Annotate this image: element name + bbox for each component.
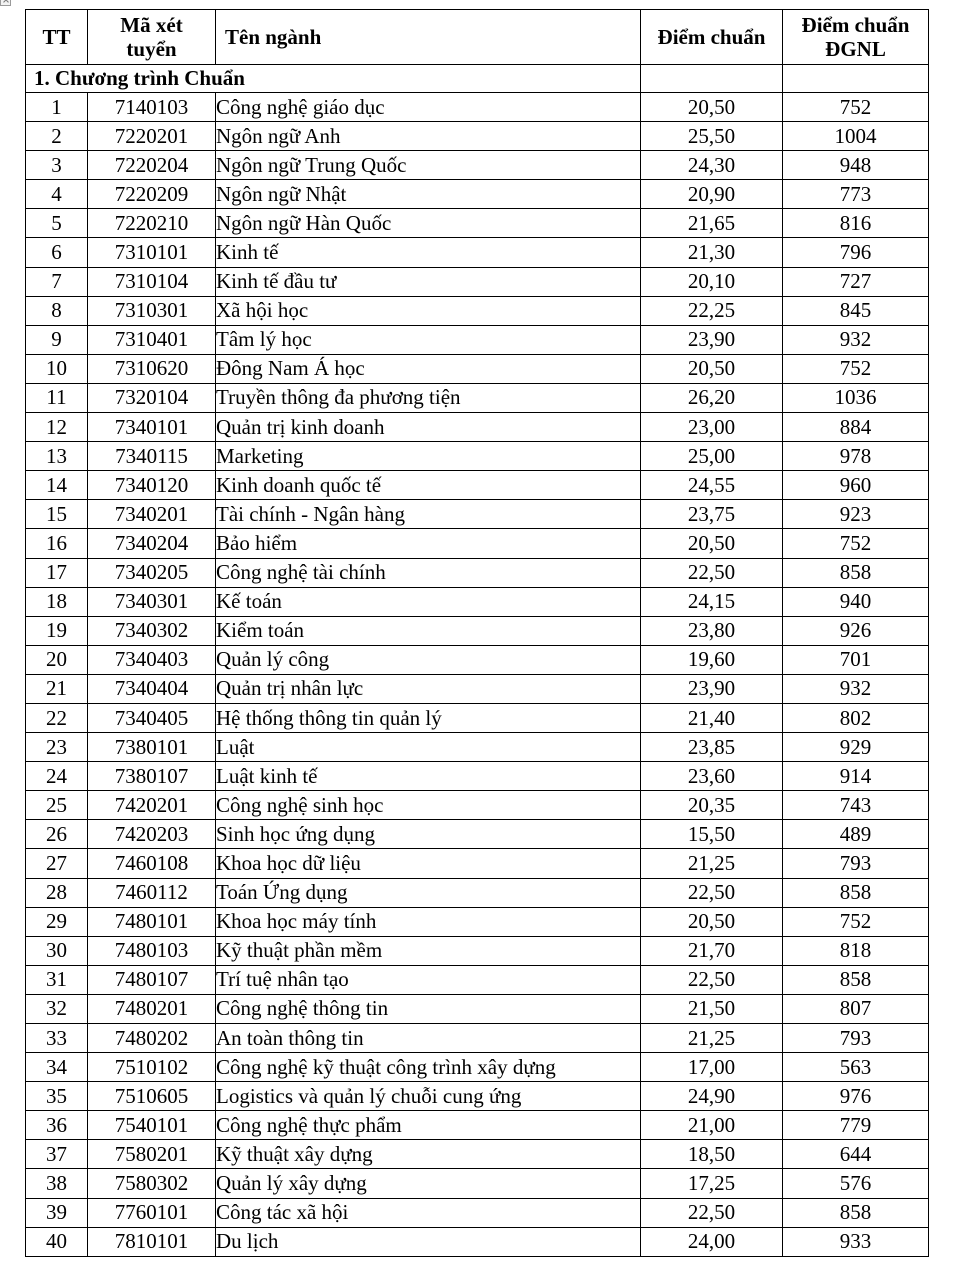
major-name: Ngôn ngữ Trung Quốc — [216, 151, 641, 180]
dgnl-score: 978 — [783, 442, 929, 471]
benchmark-score: 15,50 — [641, 820, 783, 849]
row-number: 26 — [26, 820, 88, 849]
row-number: 18 — [26, 587, 88, 616]
major-name: Ngôn ngữ Nhật — [216, 180, 641, 209]
dgnl-score: 802 — [783, 703, 929, 732]
major-code: 7310101 — [88, 238, 216, 267]
row-number: 24 — [26, 762, 88, 791]
dgnl-score: 752 — [783, 907, 929, 936]
row-number: 10 — [26, 354, 88, 383]
major-code: 7310104 — [88, 267, 216, 296]
benchmark-score: 20,50 — [641, 354, 783, 383]
major-name: Sinh học ứng dụng — [216, 820, 641, 849]
major-name: Kiểm toán — [216, 616, 641, 645]
table-row — [26, 587, 929, 616]
row-number: 36 — [26, 1111, 88, 1140]
major-code: 7480202 — [88, 1024, 216, 1053]
dgnl-score: 752 — [783, 93, 929, 122]
table-row — [26, 1198, 929, 1227]
table-row — [26, 122, 929, 151]
major-code: 7340204 — [88, 529, 216, 558]
major-name: Kinh tế đầu tư — [216, 267, 641, 296]
benchmark-score: 23,85 — [641, 733, 783, 762]
header-ma-line1: Mã xét — [120, 12, 183, 37]
table-row — [26, 1111, 929, 1140]
benchmark-score: 17,00 — [641, 1053, 783, 1082]
benchmark-score: 24,30 — [641, 151, 783, 180]
dgnl-score: 960 — [783, 471, 929, 500]
major-code: 7480101 — [88, 907, 216, 936]
major-name: Khoa học dữ liệu — [216, 849, 641, 878]
major-code: 7220204 — [88, 151, 216, 180]
dgnl-score: 752 — [783, 354, 929, 383]
row-number: 17 — [26, 558, 88, 587]
major-code: 7340302 — [88, 616, 216, 645]
header-tt: TT — [26, 10, 88, 65]
benchmark-score: 23,80 — [641, 616, 783, 645]
table-row — [26, 1169, 929, 1198]
major-code: 7460108 — [88, 849, 216, 878]
dgnl-score: 884 — [783, 413, 929, 442]
major-name: Kỹ thuật xây dựng — [216, 1140, 641, 1169]
row-number: 33 — [26, 1024, 88, 1053]
benchmark-score: 20,50 — [641, 907, 783, 936]
dgnl-score: 727 — [783, 267, 929, 296]
major-name: Công nghệ thực phẩm — [216, 1111, 641, 1140]
row-number: 14 — [26, 471, 88, 500]
benchmark-score: 20,50 — [641, 93, 783, 122]
benchmark-score: 24,00 — [641, 1227, 783, 1256]
row-number: 34 — [26, 1053, 88, 1082]
table-row — [26, 849, 929, 878]
major-name: Quản trị nhân lực — [216, 674, 641, 703]
benchmark-score: 23,00 — [641, 413, 783, 442]
major-code: 7340101 — [88, 413, 216, 442]
header-ten-nganh: Tên ngành — [216, 10, 641, 65]
dgnl-score: 976 — [783, 1082, 929, 1111]
benchmark-score: 22,50 — [641, 965, 783, 994]
row-number: 38 — [26, 1169, 88, 1198]
section-row — [26, 65, 929, 93]
row-number: 23 — [26, 733, 88, 762]
dgnl-score: 914 — [783, 762, 929, 791]
row-number: 25 — [26, 791, 88, 820]
dgnl-score: 940 — [783, 587, 929, 616]
row-number: 1 — [26, 93, 88, 122]
table-row — [26, 936, 929, 965]
benchmark-score: 21,00 — [641, 1111, 783, 1140]
benchmark-score: 18,50 — [641, 1140, 783, 1169]
major-name: Kinh tế — [216, 238, 641, 267]
major-name: Luật kinh tế — [216, 762, 641, 791]
table-row — [26, 616, 929, 645]
table-header-row — [26, 10, 929, 65]
table-row — [26, 703, 929, 732]
row-number: 40 — [26, 1227, 88, 1256]
major-name: Tâm lý học — [216, 325, 641, 354]
major-name: Hệ thống thông tin quản lý — [216, 703, 641, 732]
dgnl-score: 845 — [783, 296, 929, 325]
major-name: Công nghệ kỹ thuật công trình xây dựng — [216, 1053, 641, 1082]
major-code: 7340205 — [88, 558, 216, 587]
major-name: Logistics và quản lý chuỗi cung ứng — [216, 1082, 641, 1111]
major-code: 7480103 — [88, 936, 216, 965]
major-code: 7540101 — [88, 1111, 216, 1140]
benchmark-score: 23,75 — [641, 500, 783, 529]
major-name: Kinh doanh quốc tế — [216, 471, 641, 500]
benchmark-score: 26,20 — [641, 383, 783, 412]
benchmark-score: 23,90 — [641, 325, 783, 354]
major-name: Tài chính - Ngân hàng — [216, 500, 641, 529]
major-name: Xã hội học — [216, 296, 641, 325]
row-number: 15 — [26, 500, 88, 529]
row-number: 3 — [26, 151, 88, 180]
dgnl-score: 807 — [783, 994, 929, 1023]
table-move-handle-icon[interactable] — [0, 0, 11, 6]
dgnl-score: 933 — [783, 1227, 929, 1256]
table-row — [26, 238, 929, 267]
row-number: 16 — [26, 529, 88, 558]
header-dgnl-line2: ĐGNL — [825, 37, 886, 61]
major-name: Công nghệ thông tin — [216, 994, 641, 1023]
dgnl-score: 818 — [783, 936, 929, 965]
table-row — [26, 296, 929, 325]
row-number: 4 — [26, 180, 88, 209]
dgnl-score: 701 — [783, 645, 929, 674]
table-row — [26, 558, 929, 587]
major-code: 7420203 — [88, 820, 216, 849]
row-number: 22 — [26, 703, 88, 732]
row-number: 20 — [26, 645, 88, 674]
row-number: 13 — [26, 442, 88, 471]
dgnl-score: 923 — [783, 500, 929, 529]
dgnl-score: 576 — [783, 1169, 929, 1198]
table-row — [26, 267, 929, 296]
benchmark-score: 25,50 — [641, 122, 783, 151]
major-name: Công nghệ tài chính — [216, 558, 641, 587]
row-number: 28 — [26, 878, 88, 907]
table-row — [26, 1053, 929, 1082]
major-code: 7340201 — [88, 500, 216, 529]
major-code: 7310401 — [88, 325, 216, 354]
table-row — [26, 180, 929, 209]
row-number: 9 — [26, 325, 88, 354]
dgnl-score: 858 — [783, 1198, 929, 1227]
table-row — [26, 907, 929, 936]
major-name: Công nghệ giáo dục — [216, 93, 641, 122]
major-code: 7380101 — [88, 733, 216, 762]
dgnl-score: 1004 — [783, 122, 929, 151]
major-name: Toán Ứng dụng — [216, 878, 641, 907]
benchmark-score: 21,25 — [641, 1024, 783, 1053]
dgnl-score: 929 — [783, 733, 929, 762]
dgnl-score: 1036 — [783, 383, 929, 412]
row-number: 29 — [26, 907, 88, 936]
dgnl-score: 948 — [783, 151, 929, 180]
row-number: 39 — [26, 1198, 88, 1227]
major-name: Bảo hiểm — [216, 529, 641, 558]
major-name: Đông Nam Á học — [216, 354, 641, 383]
row-number: 12 — [26, 413, 88, 442]
major-name: Quản lý xây dựng — [216, 1169, 641, 1198]
benchmark-score: 20,10 — [641, 267, 783, 296]
dgnl-score: 858 — [783, 558, 929, 587]
major-name: Công nghệ sinh học — [216, 791, 641, 820]
major-code: 7340405 — [88, 703, 216, 732]
major-code: 7380107 — [88, 762, 216, 791]
header-diem-chuan-dgnl — [783, 10, 929, 65]
dgnl-score: 926 — [783, 616, 929, 645]
benchmark-score: 21,25 — [641, 849, 783, 878]
dgnl-score: 489 — [783, 820, 929, 849]
row-number: 30 — [26, 936, 88, 965]
dgnl-score: 932 — [783, 325, 929, 354]
table-row — [26, 442, 929, 471]
major-code: 7220209 — [88, 180, 216, 209]
dgnl-score: 779 — [783, 1111, 929, 1140]
table-row — [26, 762, 929, 791]
benchmark-score: 22,50 — [641, 558, 783, 587]
table-row — [26, 1140, 929, 1169]
dgnl-score: 773 — [783, 180, 929, 209]
admission-scores-table — [25, 9, 929, 1257]
benchmark-score: 21,40 — [641, 703, 783, 732]
dgnl-score: 858 — [783, 965, 929, 994]
major-code: 7760101 — [88, 1198, 216, 1227]
benchmark-score: 24,55 — [641, 471, 783, 500]
major-name: Ngôn ngữ Hàn Quốc — [216, 209, 641, 238]
major-code: 7580201 — [88, 1140, 216, 1169]
dgnl-score: 816 — [783, 209, 929, 238]
benchmark-score: 24,15 — [641, 587, 783, 616]
major-code: 7810101 — [88, 1227, 216, 1256]
row-number: 35 — [26, 1082, 88, 1111]
major-code: 7460112 — [88, 878, 216, 907]
dgnl-score: 743 — [783, 791, 929, 820]
major-code: 7340301 — [88, 587, 216, 616]
row-number: 21 — [26, 674, 88, 703]
section-title: 1. Chương trình Chuẩn — [26, 65, 641, 93]
row-number: 31 — [26, 965, 88, 994]
major-name: Du lịch — [216, 1227, 641, 1256]
major-name: Trí tuệ nhân tạo — [216, 965, 641, 994]
table-row — [26, 994, 929, 1023]
table-row — [26, 674, 929, 703]
major-name: Truyền thông đa phương tiện — [216, 383, 641, 412]
row-number: 19 — [26, 616, 88, 645]
benchmark-score: 20,50 — [641, 529, 783, 558]
major-code: 7480201 — [88, 994, 216, 1023]
table-row — [26, 965, 929, 994]
table-row — [26, 471, 929, 500]
table-row — [26, 325, 929, 354]
major-name: Marketing — [216, 442, 641, 471]
major-name: Khoa học máy tính — [216, 907, 641, 936]
major-code: 7340403 — [88, 645, 216, 674]
benchmark-score: 22,50 — [641, 1198, 783, 1227]
benchmark-score: 23,90 — [641, 674, 783, 703]
table-row — [26, 209, 929, 238]
major-code: 7320104 — [88, 383, 216, 412]
major-name: Kế toán — [216, 587, 641, 616]
major-code: 7480107 — [88, 965, 216, 994]
major-code: 7220201 — [88, 122, 216, 151]
row-number: 2 — [26, 122, 88, 151]
row-number: 37 — [26, 1140, 88, 1169]
major-name: Ngôn ngữ Anh — [216, 122, 641, 151]
dgnl-score: 793 — [783, 849, 929, 878]
row-number: 7 — [26, 267, 88, 296]
benchmark-score: 24,90 — [641, 1082, 783, 1111]
major-code: 7140103 — [88, 93, 216, 122]
dgnl-score: 793 — [783, 1024, 929, 1053]
major-name: An toàn thông tin — [216, 1024, 641, 1053]
table-row — [26, 413, 929, 442]
dgnl-score: 932 — [783, 674, 929, 703]
header-ma-xet-tuyen — [88, 10, 216, 65]
header-dgnl-line1: Điểm chuẩn — [801, 12, 910, 37]
section-empty-cell — [783, 65, 929, 93]
major-code: 7340404 — [88, 674, 216, 703]
row-number: 5 — [26, 209, 88, 238]
benchmark-score: 21,70 — [641, 936, 783, 965]
table-row — [26, 820, 929, 849]
benchmark-score: 25,00 — [641, 442, 783, 471]
benchmark-score: 19,60 — [641, 645, 783, 674]
header-ma-line2: tuyển — [126, 37, 177, 61]
table-row — [26, 733, 929, 762]
benchmark-score: 22,25 — [641, 296, 783, 325]
major-code: 7580302 — [88, 1169, 216, 1198]
dgnl-score: 752 — [783, 529, 929, 558]
table-row — [26, 354, 929, 383]
major-name: Kỹ thuật phần mềm — [216, 936, 641, 965]
benchmark-score: 21,30 — [641, 238, 783, 267]
table-row — [26, 151, 929, 180]
major-name: Công tác xã hội — [216, 1198, 641, 1227]
row-number: 32 — [26, 994, 88, 1023]
major-code: 7420201 — [88, 791, 216, 820]
table-row — [26, 878, 929, 907]
row-number: 8 — [26, 296, 88, 325]
dgnl-score: 644 — [783, 1140, 929, 1169]
table-row — [26, 1082, 929, 1111]
major-name: Quản trị kinh doanh — [216, 413, 641, 442]
table-row — [26, 93, 929, 122]
major-code: 7340115 — [88, 442, 216, 471]
dgnl-score: 858 — [783, 878, 929, 907]
benchmark-score: 20,90 — [641, 180, 783, 209]
table-row — [26, 791, 929, 820]
row-number: 11 — [26, 383, 88, 412]
section-empty-cell — [641, 65, 783, 93]
row-number: 6 — [26, 238, 88, 267]
benchmark-score: 21,65 — [641, 209, 783, 238]
major-code: 7220210 — [88, 209, 216, 238]
major-code: 7310301 — [88, 296, 216, 325]
major-name: Luật — [216, 733, 641, 762]
table-row — [26, 645, 929, 674]
benchmark-score: 21,50 — [641, 994, 783, 1023]
table-row — [26, 529, 929, 558]
benchmark-score: 20,35 — [641, 791, 783, 820]
major-code: 7310620 — [88, 354, 216, 383]
row-number: 27 — [26, 849, 88, 878]
table-row — [26, 383, 929, 412]
table-row — [26, 500, 929, 529]
benchmark-score: 23,60 — [641, 762, 783, 791]
dgnl-score: 563 — [783, 1053, 929, 1082]
major-code: 7340120 — [88, 471, 216, 500]
major-name: Quản lý công — [216, 645, 641, 674]
major-code: 7510102 — [88, 1053, 216, 1082]
table-row — [26, 1024, 929, 1053]
table-row — [26, 1227, 929, 1256]
benchmark-score: 17,25 — [641, 1169, 783, 1198]
header-diem-chuan: Điểm chuẩn — [641, 10, 783, 65]
dgnl-score: 796 — [783, 238, 929, 267]
major-code: 7510605 — [88, 1082, 216, 1111]
benchmark-score: 22,50 — [641, 878, 783, 907]
